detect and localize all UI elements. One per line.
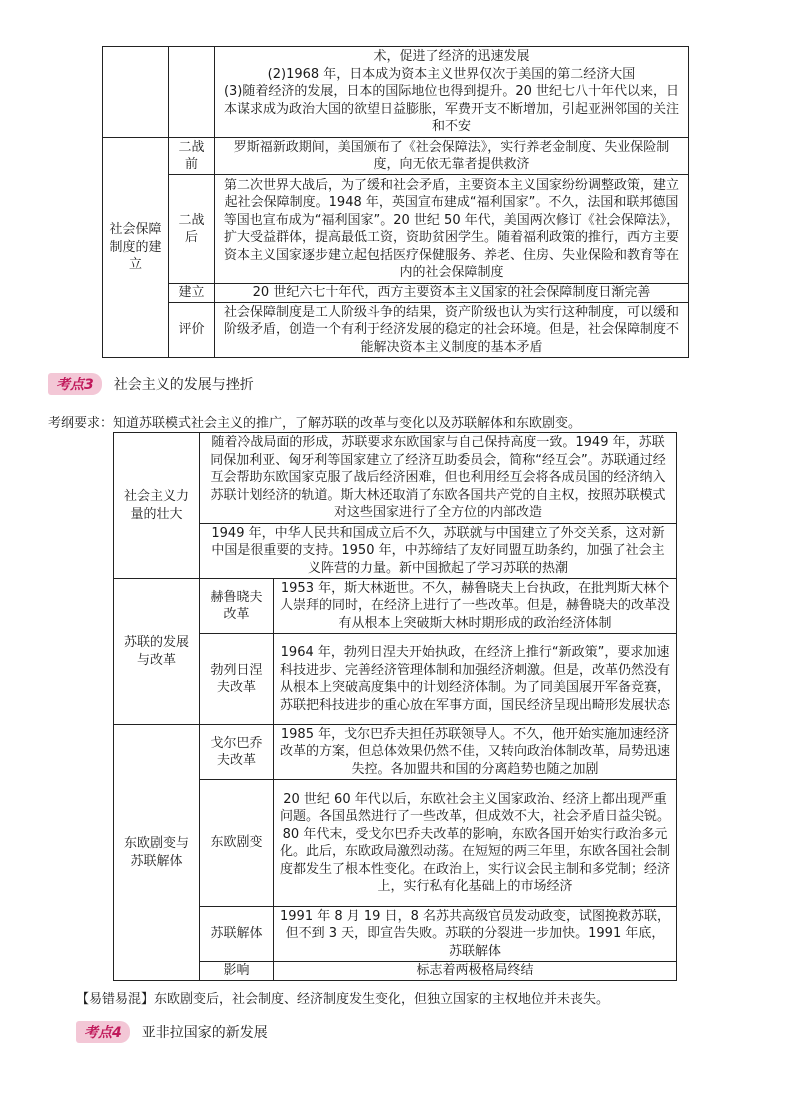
row-label: 苏联解体	[200, 907, 274, 962]
row-label: 勃列日涅夫改革	[200, 634, 274, 725]
social-security-table	[102, 46, 689, 358]
table-cell	[215, 47, 689, 138]
socialism-table	[113, 432, 677, 981]
row-label: 东欧剧变	[200, 780, 274, 907]
section-label: 社会保障制度的建立	[103, 138, 169, 358]
row-label: 二战后	[169, 175, 215, 284]
section-label: 东欧剧变与苏联解体	[114, 725, 200, 981]
table-cell: 1985 年，戈尔巴乔夫担任苏联领导人。不久，他开始实施加速经济改革的方案，但总体效果仍然不佳，又转向政治体制改革，局势迅速失控。各加盟共和国的分离趋势也随之加剧	[274, 725, 677, 780]
row-label: 赫鲁晓夫改革	[200, 579, 274, 634]
row-label: 影响	[200, 962, 274, 981]
row-label: 戈尔巴乔夫改革	[200, 725, 274, 780]
table-cell: 1953 年，斯大林逝世。不久，赫鲁晓夫上台执政，在批判斯大林个人崇拜的同时，在经济上进行了一些改革。但是，赫鲁晓夫的改革没有从根本上突破斯大林时期形成的政治经济体制	[274, 579, 677, 634]
table-cell: 1964 年，勃列日涅夫开始执政，在经济上推行“新政策”，要求加速科技进步、完善经济管理体制和加强经济刺激。但是，改革仍然没有从根本上突破高度集中的计划经济体制。为了同美国展开军备竞赛，苏联把科技进步的重心放在军事方面，国民经济呈现出畸形发展状态	[274, 634, 677, 725]
kaodian4-tag: 考点4	[76, 1021, 130, 1043]
table-cell: 20 世纪 60 年代以后，东欧社会主义国家政治、经济上都出现严重问题。各国虽然进行了一些改革，但成效不大，社会矛盾日益尖锐。80 年代末，受戈尔巴乔夫改革的影响，东欧各国开始实行政治多元化。此后，东欧政局激烈动荡。在短短的两三年里，东欧各国社会制度都发生了根本性变化。在政治上，实行议会民主制和多党制；经济上，实行私有化基础上的市场经济	[274, 780, 677, 907]
empty-cell	[103, 47, 169, 138]
kaodian3-title: 社会主义的发展与挫折	[113, 377, 254, 393]
row-label: 二战前	[169, 138, 215, 175]
kaodian4-title: 亚非拉国家的新发展	[141, 1025, 268, 1041]
table-cell: 随着冷战局面的形成，苏联要求东欧国家与自己保持高度一致。1949 年，苏联同保加利亚、匈牙利等国家建立了经济互助委员会，简称“经互会”。苏联通过经互会帮助东欧国家克服了战后经济困难，但也利用经互会将各成员国的经济纳入苏联计划经济的轨道。斯大林还取消了东欧各国共产党的自主权，按照苏联模式对这些国家进行了全方位的内部改造	[200, 433, 677, 524]
table-cell: 罗斯福新政期间，美国颁布了《社会保障法》，实行养老金制度、失业保险制度，向无依无靠者提供救济	[215, 138, 689, 175]
kaodian3-heading	[48, 373, 254, 395]
requirement-text: 考纲要求：知道苏联模式社会主义的推广，了解苏联的改革与变化以及苏联解体和东欧剧变。	[48, 416, 582, 431]
table-cell: 1991 年 8 月 19 日，8 名苏共高级官员发动政变，试图挽救苏联，但不到 3 天，即宣告失败。苏联的分裂进一步加快。1991 年底，苏联解体	[274, 907, 677, 962]
table-cell: 第二次世界大战后，为了缓和社会矛盾，主要资本主义国家纷纷调整政策，建立起社会保障制度。1948 年，英国宣布建成“福利国家”。不久，法国和联邦德国等国也宣布成为“福利国家”。20 世纪 50 年代，美国两次修订《社会保障法》，扩大受益群体，提高最低工资，资助贫困学生。随着福利政策的推行，西方主要资本主义国家逐步建立起包括医疗保健服务、养老、住房、失业保险和教育等在内的社会保障制度	[215, 175, 689, 284]
kaodian4-heading	[76, 1021, 268, 1043]
row-label: 建立	[169, 284, 215, 303]
table-cell: 1949 年，中华人民共和国成立后不久，苏联就与中国建立了外交关系，这对新中国是很重要的支持。1950 年，中苏缔结了友好同盟互助条约，加强了社会主义阵营的力量。新中国掀起了学习苏联的热潮	[200, 524, 677, 579]
text-line: (3)随着经济的发展，日本的国际地位也得到提升。20 世纪七八十年代以来，日本谋求成为政治大国的欲望日益膨胀，军费开支不断增加，引起亚洲邻国的关注和不安	[223, 84, 680, 135]
error-note: 【易错易混】东欧剧变后，社会制度、经济制度发生变化，但独立国家的主权地位并未丧失。	[76, 992, 610, 1007]
row-label: 评价	[169, 303, 215, 358]
section-label: 社会主义力量的壮大	[114, 433, 200, 579]
kaodian3-tag: 考点3	[48, 373, 102, 395]
text-line: 术，促进了经济的迅速发展	[373, 49, 530, 65]
section-label: 苏联的发展与改革	[114, 579, 200, 725]
table-cell: 社会保障制度是工人阶级斗争的结果，资产阶级也认为实行这种制度，可以缓和阶级矛盾，创造一个有利于经济发展的稳定的社会环境。但是，社会保障制度不能解决资本主义制度的基本矛盾	[215, 303, 689, 358]
table-cell: 标志着两极格局终结	[274, 962, 677, 981]
text-line: (2)1968 年，日本成为资本主义世界仅次于美国的第二经济大国	[267, 66, 636, 82]
empty-cell	[169, 47, 215, 138]
table-cell: 20 世纪六七十年代，西方主要资本主义国家的社会保障制度日渐完善	[215, 284, 689, 303]
